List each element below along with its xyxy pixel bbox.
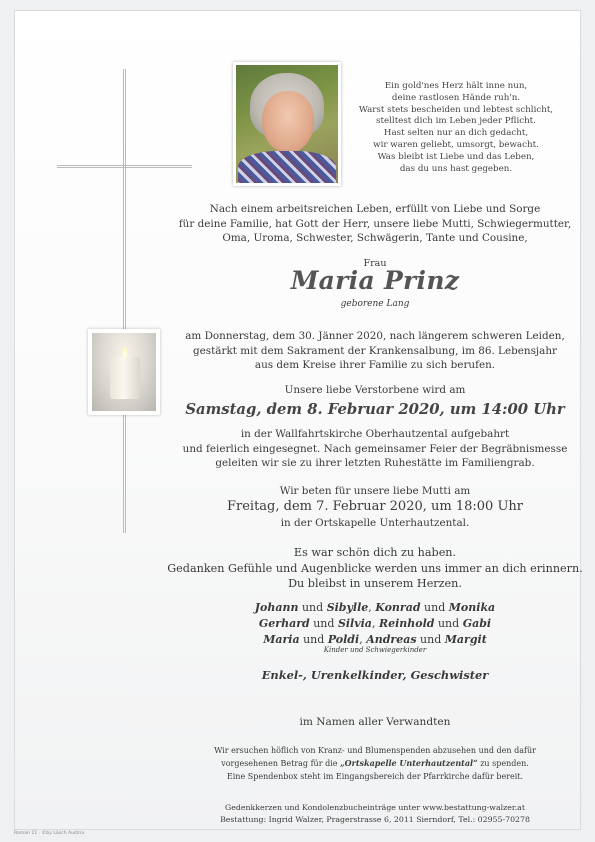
death-notice: am Donnerstag, dem 30. Jänner 2020, nach längerem schweren Leiden, gestärkt mit dem Sakrament der Krankensalbung, im 86. Lebensjahr aus dem Kreise ihrer Familie zu sich berufen. xyxy=(185,330,565,372)
intro-text: Nach einem arbeitsreichen Leben, erfüllt von Liebe und Sorge für deine Familie, hat Gott der Herr, unsere liebe Mutti, Schwiegermutter, Oma, Uroma, Schwester, Schwägerin, Tante und Cousine, xyxy=(178,203,572,245)
poem-line: Warst stets bescheiden und lebtest schlicht, xyxy=(358,104,554,115)
flame-icon xyxy=(122,346,128,358)
poem-line: deine rastlosen Hände ruh'n. xyxy=(391,92,521,103)
obituary-page xyxy=(14,10,581,830)
extended-family: Enkel-, Urenkelkinder, Geschwister xyxy=(261,668,489,682)
donation-note: Wir ersuchen höflich von Kranz- und Blumenspenden abzusehen und den dafür vorgesehenen Betrag für die „Ortskapelle Unterhautzental“ zu spenden. Eine Spendenbox steht im Eingangsbereich der Pfarrkirche dafür bereit. xyxy=(214,746,536,781)
prayer-intro: Wir beten für unsere liebe Mutti am xyxy=(279,485,471,497)
footer-credit: Roman 11 · ©by Lösch Austria xyxy=(14,831,85,836)
mourners-line: Gerhard und Silvia, Reinhold und Gabi xyxy=(258,616,492,630)
prayer-place: in der Ortskapelle Unterhautzental. xyxy=(280,517,470,529)
cross-horizontal xyxy=(57,165,192,168)
mourners-list xyxy=(165,600,585,647)
mourners-line: Johann und Sibylle, Konrad und Monika xyxy=(254,601,496,614)
birth-name: geborene Lang xyxy=(340,299,410,309)
funeral-home-contact: Gedenkkerzen und Kondolenzbucheinträge unter www.bestattung-walzer.at Bestattung: Ingrid Walzer, Pragerstrasse 6, 2011 Sierndorf, Tel.: 02955-70278 xyxy=(220,803,530,824)
portrait-photo xyxy=(233,62,341,186)
candle-image xyxy=(88,329,160,415)
poem xyxy=(351,81,561,175)
poem-line: Ein gold'nes Herz hält inne nun, xyxy=(384,81,528,91)
funeral-intro: Unsere liebe Verstorbene wird am xyxy=(284,384,466,396)
mourners-caption: Kinder und Schwiegerkinder xyxy=(323,646,427,654)
on-behalf: im Namen aller Verwandten xyxy=(299,716,451,728)
poem-line: stelltest dich im Leben jeder Pflicht. xyxy=(376,116,536,127)
poem-line: Hast selten nur an dich gedacht, xyxy=(383,128,529,139)
prayer-date: Freitag, dem 7. Februar 2020, um 18:00 Uhr xyxy=(227,499,523,514)
cross-vertical xyxy=(123,69,126,533)
funeral-details: in der Wallfahrtskirche Oberhautzental aufgebahrt und feierlich eingesegnet. Nach gemeinsamer Feier der Begräbnismesse geleiten wir sie zu ihrer letzten Ruhestätte im Familiengrab. xyxy=(182,428,568,470)
poem-line: wir waren geliebt, umsorgt, bewacht. xyxy=(373,139,539,150)
funeral-date: Samstag, dem 8. Februar 2020, um 14:00 Uhr xyxy=(185,401,565,418)
closing-words: Es war schön dich zu haben. Gedanken Gefühle und Augenblicke werden uns immer an dich erinnern. Du bleibst in unserem Herzen. xyxy=(167,546,583,590)
poem-line: Was bleibt ist Liebe und das Leben, xyxy=(377,151,535,162)
deceased-name: Maria Prinz xyxy=(290,266,460,295)
poem-line: das du uns hast gegeben. xyxy=(399,163,513,174)
mourners-line: Maria und Poldi, Andreas und Margit xyxy=(263,632,487,646)
salutation: Frau xyxy=(363,258,387,269)
